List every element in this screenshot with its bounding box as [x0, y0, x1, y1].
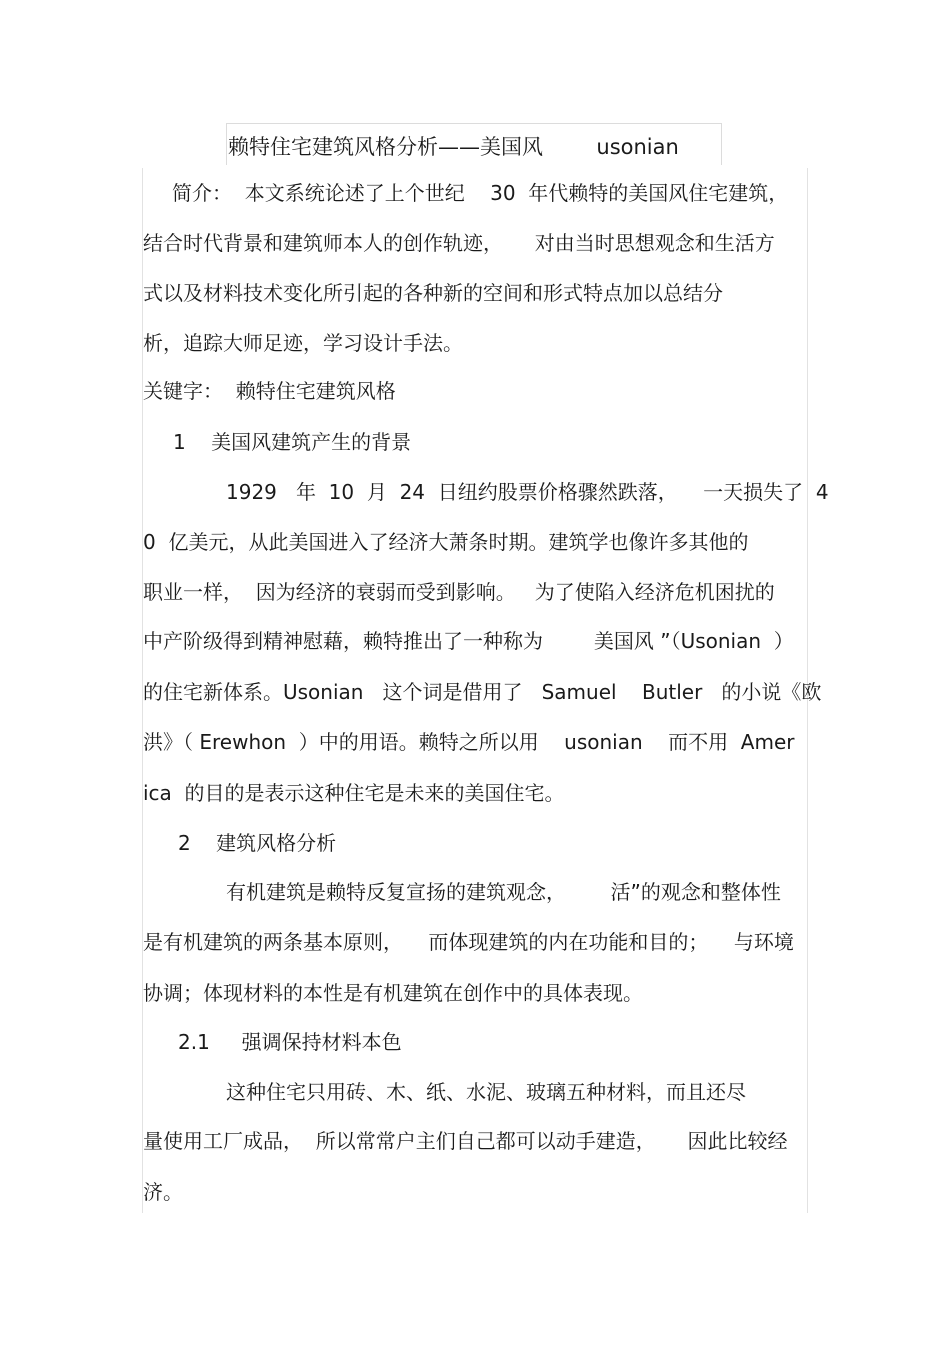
paragraph-1-line-5: 的住宅新体系。Usonian 这个词是借用了 Samuel Butler 的小说《欧 — [143, 680, 822, 704]
paragraph-1-line-7: ica 的目的是表示这种住宅是未来的美国住宅。 — [143, 781, 565, 805]
keywords-line: 关键字： 赖特住宅建筑风格 — [143, 379, 396, 403]
paragraph-3-line-1: 这种住宅只用砖、木、纸、水泥、玻璃五种材料，而且还尽 — [226, 1080, 746, 1104]
section-heading-2-1: 2.1 强调保持材料本色 — [178, 1030, 402, 1054]
paragraph-2-line-2: 是有机建筑的两条基本原则， 而体现建筑的内在功能和目的； 与环境 — [143, 930, 794, 954]
section-heading-2: 2 建筑风格分析 — [178, 831, 337, 855]
paragraph-1-line-1: 1929 年 10 月 24 日纽约股票价格骤然跌落， 一天损失了 4 — [226, 480, 829, 504]
abstract-line-1: 简介： 本文系统论述了上个世纪 30 年代赖特的美国风住宅建筑， — [172, 181, 789, 205]
abstract-line-2: 结合时代背景和建筑师本人的创作轨迹， 对由当时思想观念和生活方 — [143, 231, 775, 255]
paragraph-3-line-3: 济。 — [143, 1180, 183, 1204]
section-heading-1: 1 美国风建筑产生的背景 — [173, 430, 412, 454]
document-title: 赖特住宅建筑风格分析——美国风 usonian — [228, 135, 679, 159]
paragraph-1-line-6: 洪》（ Erewhon ）中的用语。赖特之所以用 usonian 而不用 Amer — [143, 730, 795, 754]
paragraph-2-line-3: 协调；体现材料的本性是有机建筑在创作中的具体表现。 — [143, 981, 643, 1005]
abstract-line-3: 式以及材料技术变化所引起的各种新的空间和形式特点加以总结分 — [143, 281, 723, 305]
paragraph-1-line-3: 职业一样， 因为经济的衰弱而受到影响。 为了使陷入经济危机困扰的 — [143, 580, 775, 604]
paragraph-2-line-1: 有机建筑是赖特反复宣扬的建筑观念， 活”的观念和整体性 — [226, 880, 781, 904]
paragraph-1-line-2: 0 亿美元，从此美国进入了经济大萧条时期。建筑学也像许多其他的 — [143, 530, 749, 554]
paragraph-3-line-2: 量使用工厂成品， 所以常常户主们自己都可以动手建造， 因此比较经 — [143, 1129, 788, 1153]
abstract-line-4: 析，追踪大师足迹，学习设计手法。 — [143, 331, 463, 355]
paragraph-1-line-4: 中产阶级得到精神慰藉，赖特推出了一种称为 美国风 ”（Usonian ） — [143, 629, 794, 653]
